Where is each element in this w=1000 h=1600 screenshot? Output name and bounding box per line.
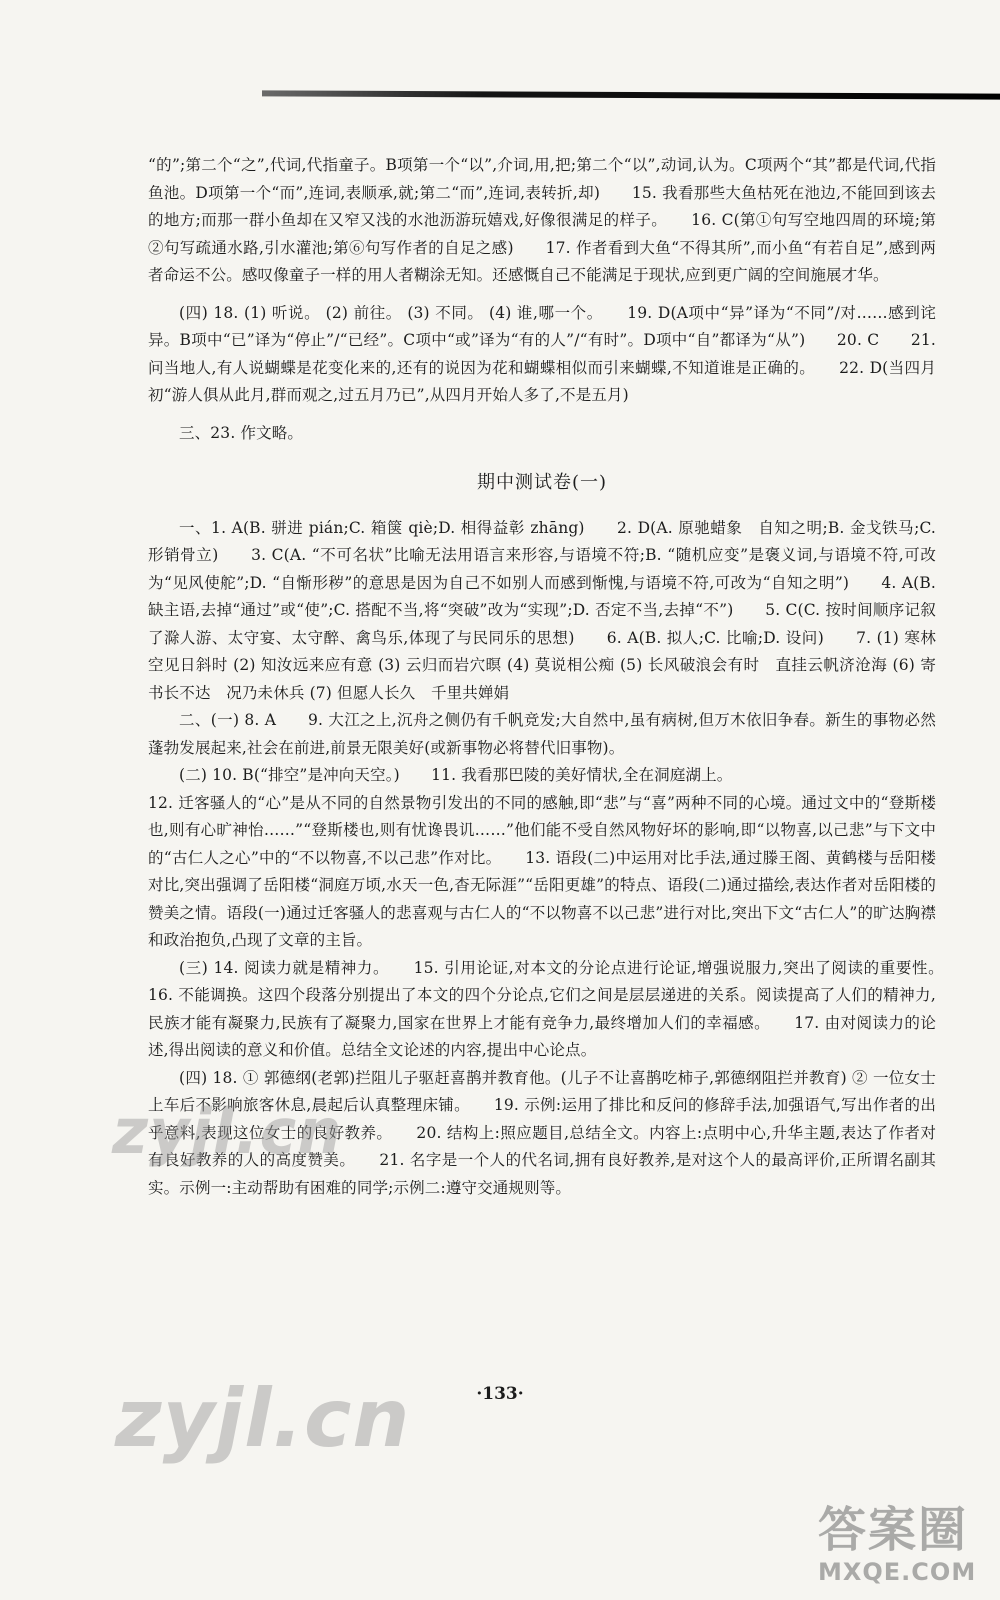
corner-logo (818, 1500, 988, 1590)
watermark: zyjl.cn (112, 1095, 343, 1168)
answer-paragraph: (四) 18. ① 郭德纲(老郭)拦阻儿子驱赶喜鹊并教育他。(儿子不让喜鹊吃柿子,郭德纲阻拦并教育) ② 一位女士上车后不影响旅客休息,晨起后认真整理床铺。 19. 示例:运用了排比和反问的修辞手法,加强语气,写出作者的出乎意料,表现这位女士的良好教养。 20. 结构上:照应题目,总结全文。内容上:点明中心,升华主题,表达了作者对有良好教养的人的高度赞美。 21. 名字是一个人的代名词,拥有良好教养,是对这个人的最高评价,正所谓名副其实。示例一:主动帮助有困难的同学;示例二:遵守交通规则等。 (148, 1068, 936, 1197)
corner-logo-domain: MXQE.COM (818, 1558, 977, 1586)
answer-paragraph: (三) 14. 阅读力就是精神力。 15. 引用论证,对本文的分论点进行论证,增强说服力,突出了阅读的重要性。 16. 不能调换。这四个段落分别提出了本文的四个分论点,它们之间是层层递进的关系。阅读提高了人们的精神力,民族才能有凝聚力,民族有了凝聚力,国家在世界上才能有竞争力,最终增加人们的幸福感。 17. 由对阅读力的论述,得出阅读的意义和价值。总结全文论述的内容,提出中心论点。 (148, 958, 968, 1059)
answer-paragraph: (二) 10. B(“排空”是冲向天空。) 11. 我看那巴陵的美好情状,全在洞庭湖上。 (179, 766, 733, 784)
section-title: 期中测试卷(一) (476, 472, 608, 493)
answer-paragraph: 一、1. A(B. 骈进 pián;C. 箱箧 qiè;D. 相得益彰 zhāng) 2. D(A. 原驰蜡象 自知之明;B. 金戈铁马;C. 形销骨立) 3. C(A. “不可名状”比喻无法用语言来形容,与语境不符;B. “随机应变”是褒义词,与语境不符,可改为“见风使舵”;D. “自惭形秽”的意思是因为自己不如别人而感到惭愧,与语境不符,可改为“自知之明”) 4. A(B. 缺主语,去掉“通过”或“使”;C. 搭配不当,将“突破”改为“实现”;D. 否定不当,去掉“不”) 5. C(C. 按时间顺序记叙了滁人游、太守宴、太守醉、禽鸟乐,体现了与民同乐的思想) 6. A(B. 拟人;C. 比喻;D. 设问) 7. (1) 寒林空见日斜时 (2) 知汝远来应有意 (3) 云归而岩穴暝 (4) 莫说相公痴 (5) 长风破浪会有时 直挂云帆济沧海 (6) 寄书长不达 况乃未休兵 (7) 但愿人长久 千里共婵娟 (148, 518, 936, 702)
corner-logo-chinese: 答案圈 (818, 1502, 969, 1558)
answer-paragraph: (四) 18. (1) 听说。 (2) 前往。 (3) 不同。 (4) 谁,哪一个。 19. D(A项中“异”译为“不同”/对……感到诧异。B项中“已”译为“停止”/“已经”。C项中“或”译为“有的人”/“有时”。D项中“自”都译为“从”) 20. C 21. 问当地人,有人说蝴蝶是花变化来的,还有的说因为花和蝴蝶相似而引来蝴蝶,不知道谁是正确的。 22. D(当四月初“游人俱从此月,群而观之,过五月乃已”,从四月开始人多了,不是五月) (148, 303, 936, 404)
answer-paragraph: 三、23. 作文略。 (179, 423, 304, 442)
page-number: ·133· (476, 1384, 524, 1404)
watermark: zyjl.cn (115, 1372, 411, 1465)
answer-paragraph: “的”;第二个“之”,代词,代指童子。B项第一个“以”,介词,用,把;第二个“以”,动词,认为。C项两个“其”都是代词,代指鱼池。D项第一个“而”,连词,表顺承,就;第二“而”,连词,表转折,却) 15. 我看那些大鱼枯死在池边,不能回到该去的地方;而那一群小鱼却在又窄又浅的水池沥游玩嬉戏,好像很满足的样子。 16. C(第①句写空地四周的环境;第②句写疏通水路,引水灌池;第⑥句写作者的自足之感) 17. 作者看到大鱼“不得其所”,而小鱼“有若自足”,感到两者命运不公。感叹像童子一样的用人者糊涂无知。还感慨自己不能满足于现状,应到更广阔的空间施展才华。 (148, 156, 936, 284)
page-content (148, 152, 968, 1202)
answer-paragraph: 二、(一) 8. A 9. 大江之上,沉舟之侧仍有千帆竞发;大自然中,虽有病树,但万木依旧争春。新生的事物必然蓬勃发展起来,社会在前进,前景无限美好(或新事物必将替代旧事物)。 (148, 711, 936, 757)
answer-paragraph: 12. 迁客骚人的“心”是从不同的自然景物引发出的不同的感触,即“悲”与“喜”两种不同的心境。通过文中的“登斯楼也,则有心旷神怡……”“登斯楼也,则有忧谗畏讥……”他们能不受自然风物好坏的影响,即“以物喜,以己悲”与下文中的“古仁人之心”中的“不以物喜,不以己悲”作对比。 13. 语段(二)中运用对比手法,通过滕王阁、黄鹤楼与岳阳楼对比,突出强调了岳阳楼“洞庭万顷,水天一色,杳无际涯”“岳阳更雄”的特点、语段(二)通过描绘,表达作者对岳阳楼的赞美之情。语段(一)通过迁客骚人的悲喜观与古仁人的“不以物喜不以己悲”进行对比,突出下文“古仁人”的旷达胸襟和政治抱负,凸现了文章的主旨。 (148, 793, 936, 949)
top-rule (262, 90, 1000, 99)
